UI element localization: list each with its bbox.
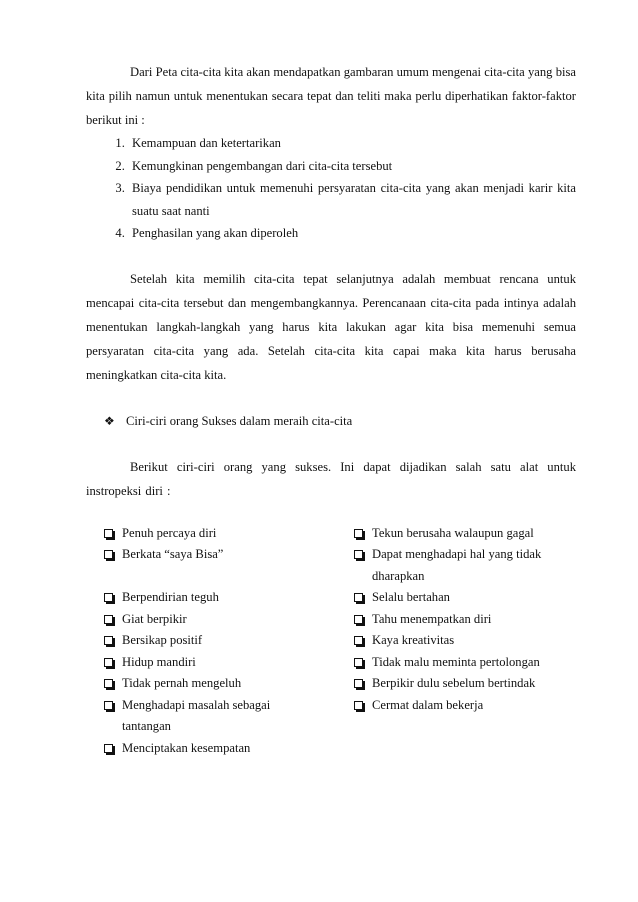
checkbox-bullet-icon xyxy=(354,593,363,602)
list-item: 3. Biaya pendidikan untuk memenuhi persyaratan cita-cita yang akan menjadi karir kita suatu saat nanti xyxy=(128,177,576,222)
list-item: 1. Kemampuan dan ketertarikan xyxy=(128,132,576,155)
paragraph-intro: Dari Peta cita-cita kita akan mendapatkan gambaran umum mengenai cita-cita yang bisa kita pilih namun untuk menentukan secara tepat dan teliti maka perlu diperhatikan faktor-faktor berikut ini : xyxy=(86,65,576,127)
checkbox-bullet-icon xyxy=(104,744,113,753)
list-item: Tidak malu meminta pertolongan xyxy=(354,652,576,674)
list-item: Penuh percaya diri xyxy=(104,523,326,545)
checkbox-bullet-icon xyxy=(104,615,113,624)
list-item: Tahu menempatkan diri xyxy=(354,609,576,631)
list-item: Kaya kreativitas xyxy=(354,630,576,652)
list-item: Berkata “saya Bisa” xyxy=(104,544,326,566)
checkbox-bullet-icon xyxy=(104,701,113,710)
checkbox-bullet-icon xyxy=(354,679,363,688)
list-item: Tidak pernah mengeluh xyxy=(104,673,326,695)
list-item: Menghadapi masalah sebagai tantangan xyxy=(104,695,294,738)
traits-right-column xyxy=(354,523,576,760)
list-item: Cermat dalam bekerja xyxy=(354,695,576,717)
checkbox-bullet-icon xyxy=(354,636,363,645)
list-item: Giat berpikir xyxy=(104,609,326,631)
checkbox-bullet-icon xyxy=(354,615,363,624)
checkbox-bullet-icon xyxy=(104,550,113,559)
list-item: Berpendirian teguh xyxy=(104,587,326,609)
list-item: Dapat menghadapi hal yang tidak dharapkan xyxy=(354,544,554,587)
traits-columns xyxy=(86,523,576,760)
checkbox-bullet-icon xyxy=(354,529,363,538)
list-item: Bersikap positif xyxy=(104,630,326,652)
section-heading xyxy=(104,409,576,433)
list-item: Selalu bertahan xyxy=(354,587,576,609)
checkbox-bullet-icon xyxy=(104,593,113,602)
list-item: 4. Penghasilan yang akan diperoleh xyxy=(128,222,576,245)
heading-text: Ciri-ciri orang Sukses dalam meraih cita-cita xyxy=(126,413,353,428)
checkbox-bullet-icon xyxy=(354,701,363,710)
list-item: Berpikir dulu sebelum bertindak xyxy=(354,673,576,695)
paragraph-traits: Berikut ciri-ciri orang yang sukses. Ini dapat dijadikan salah satu alat untuk instropeksi diri : xyxy=(86,459,576,498)
factor-list xyxy=(86,132,576,245)
list-item: 2. Kemungkinan pengembangan dari cita-cita tersebut xyxy=(128,155,576,178)
checkbox-bullet-icon xyxy=(104,679,113,688)
list-item: Tekun berusaha walaupun gagal xyxy=(354,523,576,545)
checkbox-bullet-icon xyxy=(104,529,113,538)
checkbox-bullet-icon xyxy=(104,636,113,645)
traits-left-column xyxy=(104,523,326,760)
checkbox-bullet-icon xyxy=(354,658,363,667)
paragraph-planning: Setelah kita memilih cita-cita tepat selanjutnya adalah membuat rencana untuk mencapai cita-cita tersebut dan mengembangkannya. Perencanaan cita-cita pada intinya adalah menentukan langkah-langkah yang harus kita lakukan agar kita bisa memenuhi semua persyaratan cita-cita yang ada. Setelah cita-cita kita capai maka kita harus berusaha meningkatkan cita-cita kita. xyxy=(86,271,576,382)
list-item: Hidup mandiri xyxy=(104,652,326,674)
diamond-bullet-icon: ❖ xyxy=(104,413,115,428)
checkbox-bullet-icon xyxy=(354,550,363,559)
checkbox-bullet-icon xyxy=(104,658,113,667)
list-item: Menciptakan kesempatan xyxy=(104,738,326,760)
